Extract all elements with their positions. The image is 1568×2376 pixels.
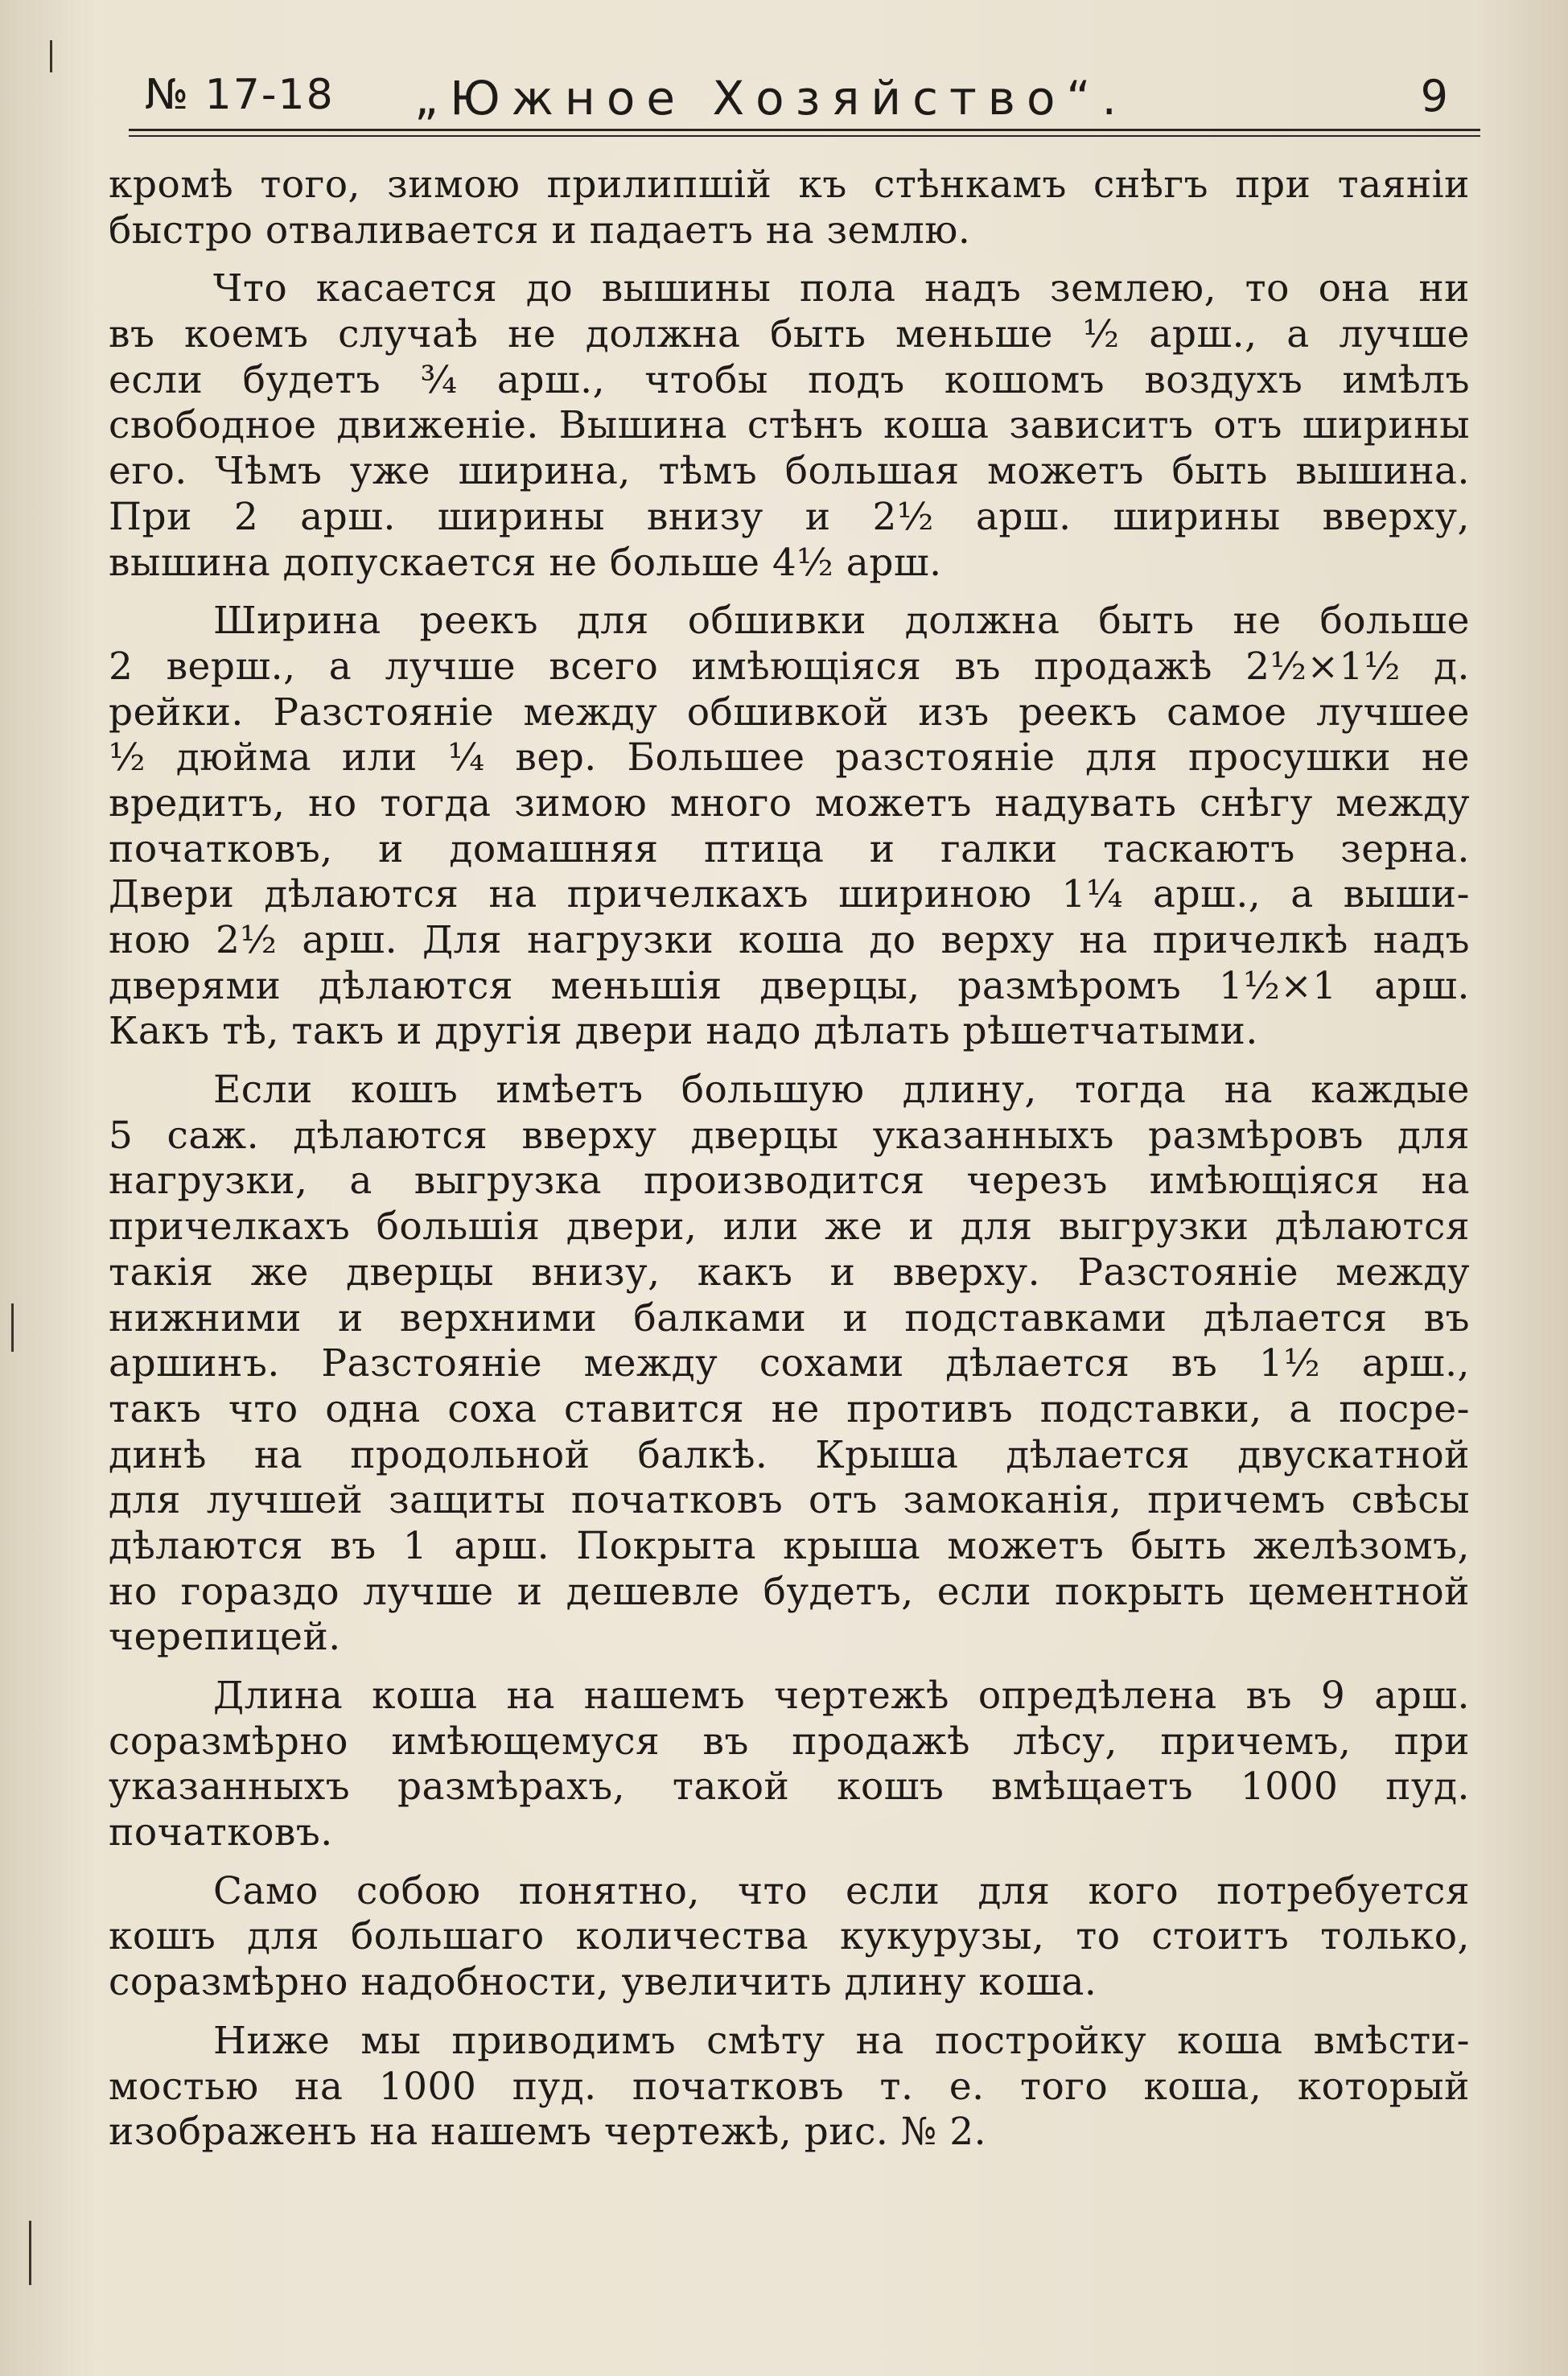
paragraph (109, 599, 1470, 1055)
text-line: ½ дюйма или ¼ вер. Большее разстояніе для просушки не (109, 735, 1470, 780)
scan-edge-mark (50, 40, 52, 72)
text-line: для лучшей защиты початковъ отъ замоканія, причемъ свѣсы (109, 1478, 1470, 1523)
text-line: такія же дверцы внизу, какъ и вверху. Разстояніе между (109, 1250, 1470, 1295)
text-line: початковъ. (109, 1810, 333, 1855)
text-line: рейки. Разстояніе между обшивкой изъ реекъ самое лучшее (109, 690, 1470, 735)
paragraph (109, 1869, 1470, 2006)
journal-title: „Южное Хозяйство“. (414, 71, 1128, 126)
text-line: быстро отваливается и падаетъ на землю. (109, 208, 971, 253)
text-line: Двери дѣлаются на причелкахъ шириною 1¼ арш., а выши- (109, 872, 1470, 917)
text-line: нагрузки, а выгрузка производится черезъ имѣющіяся на (109, 1159, 1470, 1204)
paragraph (109, 163, 1470, 253)
text-line: ною 2½ арш. Для нагрузки коша до верху на причелкѣ надъ (109, 918, 1470, 962)
page-number: 9 (1420, 71, 1448, 121)
text-line: но гораздо лучше и дешевле будетъ, если покрыть цементной (109, 1569, 1470, 1614)
scan-edge-mark (11, 1303, 14, 1352)
page-header (137, 71, 1464, 127)
text-line: соразмѣрно имѣющемуся въ продажѣ лѣсу, причемъ, при (109, 1719, 1470, 1764)
text-line: Что касается до вышины пола надъ землею, то она ни (213, 266, 1470, 311)
text-line: причелкахъ большія двери, или же и для выгрузки дѣлаются (109, 1204, 1470, 1250)
paragraph (109, 1674, 1470, 1856)
scan-edge-mark (29, 2221, 31, 2285)
text-line: Ниже мы приводимъ смѣту на постройку коша вмѣсти- (213, 2018, 1470, 2063)
text-line: кромѣ того, зимою прилипшій къ стѣнкамъ снѣгъ при таяніи (109, 163, 1470, 207)
text-line: дверями дѣлаются меньшія дверцы, размѣромъ 1½×1 арш. (109, 963, 1470, 1008)
issue-number: № 17-18 (145, 71, 335, 119)
text-line: мостью на 1000 пуд. початковъ т. е. того коша, который (109, 2064, 1470, 2109)
text-line: Если кошъ имѣетъ большую длину, тогда на каждые (213, 1068, 1470, 1113)
text-line: въ коемъ случаѣ не должна быть меньше ½ арш., а лучше (109, 312, 1470, 357)
text-line: соразмѣрно надобности, увеличить длину коша. (109, 1960, 1097, 2005)
text-line: 5 саж. дѣлаются вверху дверцы указанныхъ размѣровъ для (109, 1113, 1470, 1158)
header-rule-bottom (129, 135, 1480, 137)
text-line: вредитъ, но тогда зимою много можетъ надувать снѣгу между (109, 780, 1470, 826)
text-line: 2 верш., а лучше всего имѣющіяся въ продажѣ 2½×1½ д. (109, 644, 1470, 689)
text-line: При 2 арш. ширины внизу и 2½ арш. ширины вверху, (109, 494, 1470, 539)
text-line: его. Чѣмъ уже ширина, тѣмъ большая можетъ быть вышина. (109, 449, 1470, 494)
paragraph (109, 2019, 1470, 2156)
text-line: кошъ для большаго количества кукурузы, то стоитъ только, (109, 1914, 1470, 1959)
text-line: вышина допускается не больше 4½ арш. (109, 540, 942, 585)
text-line: динѣ на продольной балкѣ. Крыша дѣлается двускатной (109, 1432, 1470, 1477)
text-line: нижними и верхними балками и подставками дѣлается въ (109, 1295, 1470, 1340)
article-body (109, 163, 1470, 2168)
text-line: початковъ, и домашняя птица и галки таскаютъ зерна. (109, 826, 1470, 871)
text-line: свободное движеніе. Вышина стѣнъ коша зависитъ отъ ширины (109, 403, 1470, 448)
text-line: если будетъ ¾ арш., чтобы подъ кошомъ воздухъ имѣлъ (109, 357, 1470, 402)
text-line: аршинъ. Разстояніе между сохами дѣлается въ 1½ арш., (109, 1341, 1470, 1386)
header-rule-top (129, 129, 1480, 131)
paragraph (109, 266, 1470, 586)
text-line: Какъ тѣ, такъ и другія двери надо дѣлать рѣшетчатыми. (109, 1009, 1258, 1054)
text-line: Длина коша на нашемъ чертежѣ опредѣлена въ 9 арш. (213, 1674, 1470, 1718)
text-line: Само собою понятно, что если для кого потребуется (213, 1868, 1470, 1913)
text-line: дѣлаются въ 1 арш. Покрыта крыша можетъ быть желѣзомъ, (109, 1523, 1470, 1568)
text-line: Ширина реекъ для обшивки должна быть не больше (213, 599, 1470, 644)
text-line: такъ что одна соха ставится не противъ подставки, а посре- (109, 1386, 1470, 1431)
text-line: изображенъ на нашемъ чертежѣ, рис. № 2. (109, 2110, 987, 2155)
text-line: указанныхъ размѣрахъ, такой кошъ вмѣщаетъ 1000 пуд. (109, 1764, 1470, 1810)
text-line: черепицей. (109, 1615, 341, 1660)
paragraph (109, 1068, 1470, 1661)
